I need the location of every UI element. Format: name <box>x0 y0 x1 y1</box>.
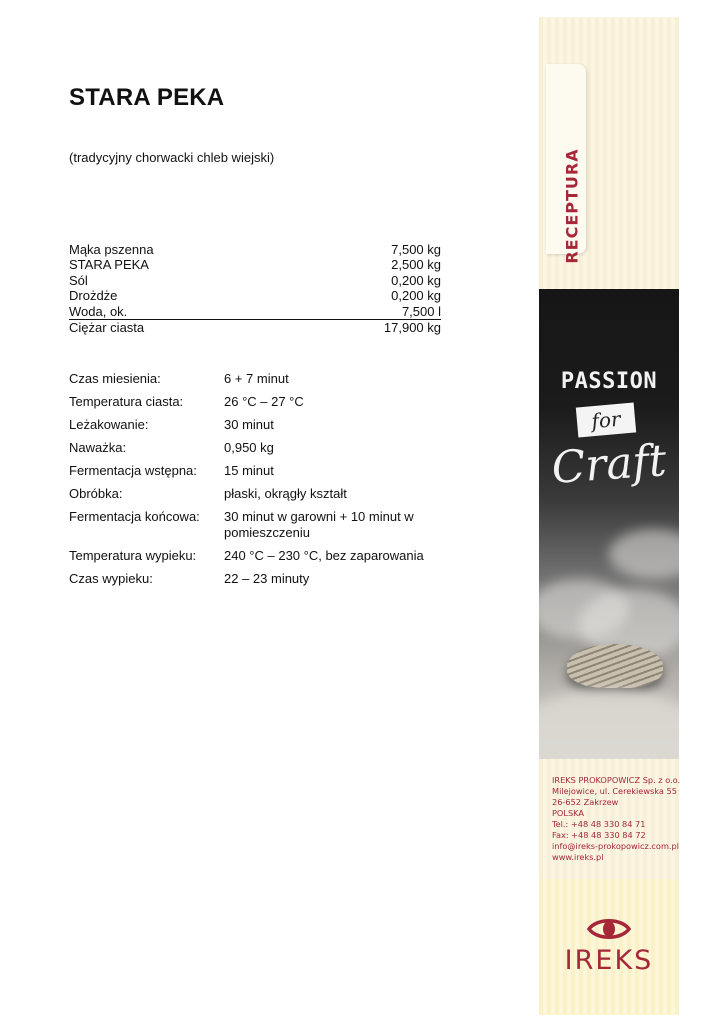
parameter-row <box>69 417 469 433</box>
ingredient-row <box>69 273 441 288</box>
ingredient-amount: 17,900 kg <box>383 319 441 335</box>
side-banner <box>539 17 679 1015</box>
parameter-value: 30 minut w garowni + 10 minut w pomieszczeniu <box>224 509 414 540</box>
parameter-label: Temperatura ciasta: <box>69 394 184 409</box>
parameter-label: Naważka: <box>69 440 127 455</box>
ingredient-amount: 7,500 kg <box>391 242 441 257</box>
page-title: STARA PEKA <box>69 84 225 111</box>
slogan-for: for <box>590 406 622 434</box>
slogan-for-box <box>576 403 636 438</box>
slogan-craft: Craft <box>549 435 669 494</box>
address-line: www.ireks.pl <box>552 852 604 862</box>
banner-top-band <box>539 17 679 289</box>
address-line: IREKS PROKOPOWICZ Sp. z o.o. <box>552 775 681 785</box>
ingredient-amount: 7,500 l <box>401 303 441 319</box>
parameters-list <box>69 371 469 594</box>
parameter-value: 0,950 kg <box>224 440 274 455</box>
parameter-value: 26 °C – 27 °C <box>224 394 304 409</box>
ingredient-amount: 0,200 kg <box>391 272 441 288</box>
logo-band <box>539 879 679 1015</box>
ingredient-row <box>69 257 441 272</box>
parameter-label: Obróbka: <box>69 486 123 501</box>
ingredient-name: Sól <box>69 272 88 288</box>
address-line: 26-652 Zakrzew <box>552 797 619 807</box>
parameter-row <box>69 463 469 479</box>
ingredients-table <box>69 242 441 335</box>
parameter-value: 6 + 7 minut <box>224 371 289 386</box>
parameter-label: Temperatura wypieku: <box>69 548 197 563</box>
parameter-row <box>69 371 469 387</box>
ingredient-name: Ciężar ciasta <box>69 319 145 335</box>
parameter-row <box>69 486 469 502</box>
parameter-label: Fermentacja końcowa: <box>69 509 200 524</box>
parameter-label: Czas miesienia: <box>69 371 161 386</box>
parameter-label: Fermentacja wstępna: <box>69 463 197 478</box>
ingredient-name: Woda, ok. <box>69 303 128 319</box>
slogan-passion: PASSION <box>560 369 658 394</box>
ingredient-name: Drożdże <box>69 288 118 304</box>
parameter-row <box>69 571 469 587</box>
parameter-value: 22 – 23 minuty <box>224 571 310 586</box>
parameter-value: 30 minut <box>224 417 274 432</box>
ingredient-row <box>69 304 441 320</box>
parameter-value: 240 °C – 230 °C, bez zaparowania <box>224 548 424 563</box>
address-line: Milejowice, ul. Cerekiewska 55 <box>552 786 677 796</box>
parameter-label: Czas wypieku: <box>69 571 153 586</box>
ingredient-name: Mąka pszenna <box>69 242 154 257</box>
ingredient-amount: 2,500 kg <box>391 257 441 273</box>
parameter-row <box>69 440 469 456</box>
receptura-tab <box>546 64 586 264</box>
address-line: info@ireks-prokopowicz.com.pl <box>552 841 679 851</box>
ingredient-name: STARA PEKA <box>69 257 149 273</box>
ingredient-row <box>69 242 441 257</box>
address-line: POLSKA <box>552 808 584 818</box>
ireks-logo-text: IREKS <box>564 945 654 976</box>
ireks-logo-icon <box>585 916 633 942</box>
flour-surface <box>539 689 679 759</box>
bread-photo <box>539 289 679 759</box>
company-address <box>552 775 680 863</box>
flour-cloud <box>609 529 679 579</box>
receptura-label: RECEPTURA <box>562 148 582 264</box>
parameter-value: 15 minut <box>224 463 274 478</box>
parameter-row <box>69 394 469 410</box>
dough-weight-row <box>69 320 441 335</box>
parameter-value: płaski, okrągły kształt <box>224 486 347 501</box>
parameter-label: Leżakowanie: <box>69 417 149 432</box>
address-band <box>539 759 679 879</box>
page-subtitle: (tradycyjny chorwacki chleb wiejski) <box>69 150 275 165</box>
ingredient-amount: 0,200 kg <box>391 288 441 304</box>
address-line: Tel.: +48 48 330 84 71 <box>552 819 646 829</box>
parameter-row <box>69 548 469 564</box>
ingredient-row <box>69 288 441 303</box>
parameter-row <box>69 509 469 541</box>
bread-loaf <box>567 644 663 688</box>
address-line: Fax: +48 48 330 84 72 <box>552 830 646 840</box>
